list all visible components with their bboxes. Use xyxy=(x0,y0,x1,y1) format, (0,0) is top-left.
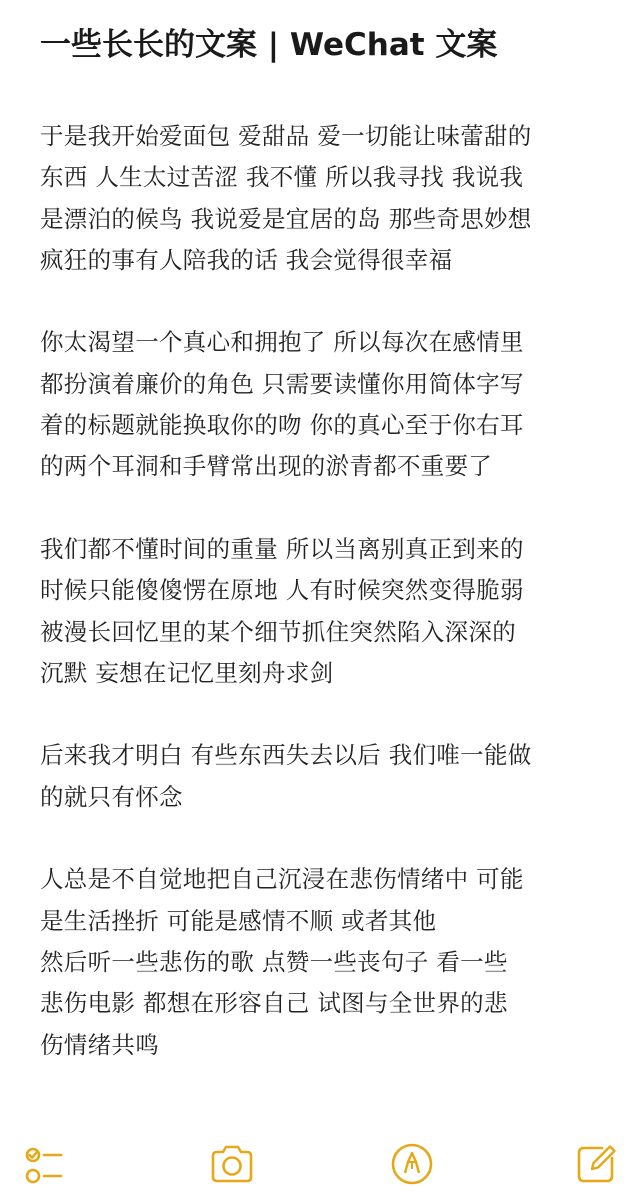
markup-icon[interactable] xyxy=(388,1140,436,1188)
paragraph-gap xyxy=(40,281,600,322)
note-line: 是生活挫折 可能是感情不顺 或者其他 xyxy=(40,906,437,935)
note-line: 然后听一些悲伤的歌 点赞一些丧句子 看一些 xyxy=(40,947,508,976)
note-line: 疯狂的事有人陪我的话 我会觉得很幸福 xyxy=(40,245,453,274)
note-line: 伤情绪共鸣 xyxy=(40,1030,159,1059)
note-line: 都扮演着廉价的角色 只需要读懂你用简体字写 xyxy=(40,369,524,398)
note-line: 的两个耳洞和手臂常出现的淤青都不重要了 xyxy=(40,452,493,481)
note-line: 后来我才明白 有些东西失去以后 我们唯一能做 xyxy=(40,741,532,770)
note-line: 东西 人生太过苦涩 我不懂 所以我寻找 我说我 xyxy=(40,163,524,192)
note-line: 悲伤电影 都想在形容自己 试图与全世界的悲 xyxy=(40,989,508,1018)
note-line: 的就只有怀念 xyxy=(40,782,183,811)
note-title[interactable]: 一些长长的文案 | WeChat 文案 xyxy=(40,27,498,63)
note-line: 于是我开始爱面包 爱甜品 爱一切能让味蕾甜的 xyxy=(40,122,532,150)
note-line: 你太渴望一个真心和拥抱了 所以每次在感情里 xyxy=(40,328,524,357)
note-line: 沉默 妄想在记忆里刻舟求剑 xyxy=(40,658,334,687)
camera-icon[interactable] xyxy=(208,1140,256,1188)
note-line: 着的标题就能换取你的吻 你的真心至于你右耳 xyxy=(40,411,524,440)
note-line: 时候只能傻傻愣在原地 人有时候突然变得脆弱 xyxy=(40,576,524,605)
compose-icon[interactable] xyxy=(572,1140,620,1188)
note-line: 我们都不懂时间的重量 所以当离别真正到来的 xyxy=(40,534,524,563)
note-line: 人总是不自觉地把自己沉浸在悲伤情绪中 可能 xyxy=(40,865,524,894)
note-line: 被漫长回忆里的某个细节抓住突然陷入深深的 xyxy=(40,617,516,646)
paragraph-gap xyxy=(40,488,600,529)
bottom-toolbar xyxy=(0,1132,638,1199)
note-body[interactable] xyxy=(40,116,600,1066)
paragraph-gap xyxy=(40,818,600,859)
paragraph-gap xyxy=(40,694,600,735)
checklist-icon[interactable] xyxy=(18,1140,66,1188)
note-line: 是漂泊的候鸟 我说爱是宜居的岛 那些奇思妙想 xyxy=(40,204,532,233)
